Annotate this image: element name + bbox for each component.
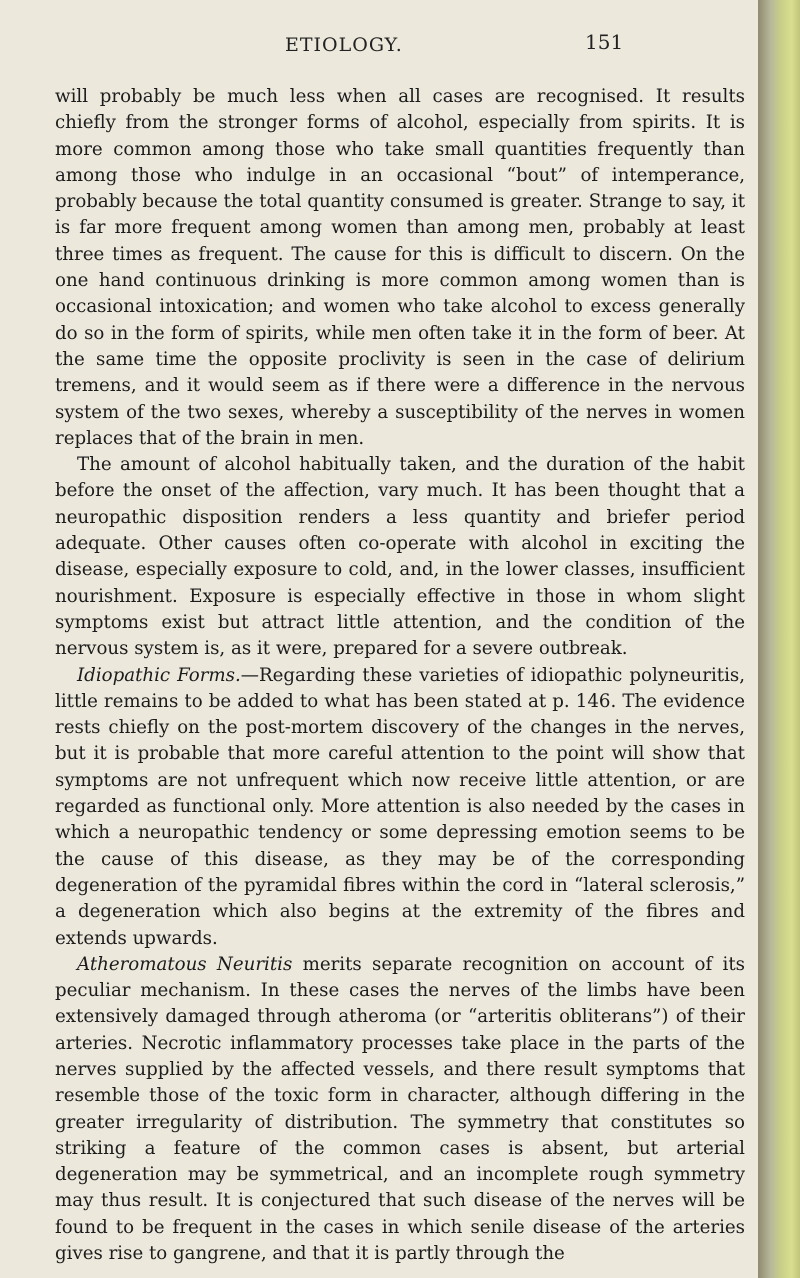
body-text xyxy=(55,84,745,1267)
page-number: 151 xyxy=(585,30,624,54)
running-head: ETIOLOGY. xyxy=(285,34,403,56)
paragraph: will probably be much less when all cases are recognised. It results chiefly from the stronger forms of alcohol, especially from spirits. It is more common among those who take small quantities frequently than among those who indulge in an occasional “bout” of intemperance, probably because the total quantity consumed is greater. Strange to say, it is far more frequent among women than among men, probably at least three times as frequent. The cause for this is difficult to discern. On the one hand continuous drinking is more common among women than is occasional intoxication; and women who take alcohol to excess generally do so in the form of spirits, while men often take it in the form of beer. At the same time the opposite proclivity is seen in the case of delirium tremens, and it would seem as if there were a difference in the nervous system of the two sexes, whereby a susceptibility of the nerves in women replaces that of the brain in men. xyxy=(55,86,745,449)
paragraph-text: —Regarding these varieties of idiopathic polyneuritis, little remains to be added to what has been stated at p. 146. The evidence rests chiefly on the post-mortem discovery of the changes in the nerves, but it is probable that more careful attention to the point will show that symptoms are not unfrequent which now receive little attention, or are regarded as functional only. More attention is also needed by the cases in which a neuropathic tendency or some depressing emotion seems to be the cause of this disease, as they may be of the corresponding degeneration of the pyramidal fibres within the cord in “lateral sclerosis,” a degeneration which also begins at the extremity of the fibres and extends upwards. xyxy=(55,664,745,949)
page-edge xyxy=(758,0,800,1278)
section-heading: Atheromatous Neuritis xyxy=(77,953,293,975)
paragraph-text: merits separate recognition on account of its peculiar mechanism. In these cases the nerves of the limbs have been extensively damaged through atheroma (or “arteritis obliterans”) of their arteries. Necrotic inflammatory processes take place in the parts of the nerves supplied by the affected vessels, and there result symptoms that resemble those of the toxic form in character, although differing in the greater irregularity of distribution. The symmetry that constitutes so striking a feature of the common cases is absent, but arterial degeneration may be symmetrical, and an incomplete rough symmetry may thus result. It is conjectured that such disease of the nerves will be found to be frequent in the cases in which senile disease of the arteries gives rise to gangrene, and that it is partly through the xyxy=(55,953,745,1265)
section-heading: Idiopathic Forms. xyxy=(77,664,241,686)
paragraph: The amount of alcohol habitually taken, and the duration of the habit before the onset of the affection, vary much. It has been thought that a neuropathic disposition renders a less quantity and briefer period adequate. Other causes often co-operate with alcohol in exciting the disease, especially exposure to cold, and, in the lower classes, insufficient nourishment. Exposure is especially effective in those in whom slight symptoms exist but attract little attention, and the condition of the nervous system is, as it were, prepared for a severe outbreak. xyxy=(55,454,745,660)
page-header xyxy=(0,30,758,64)
paragraph xyxy=(55,952,745,1268)
paragraph xyxy=(55,663,745,952)
